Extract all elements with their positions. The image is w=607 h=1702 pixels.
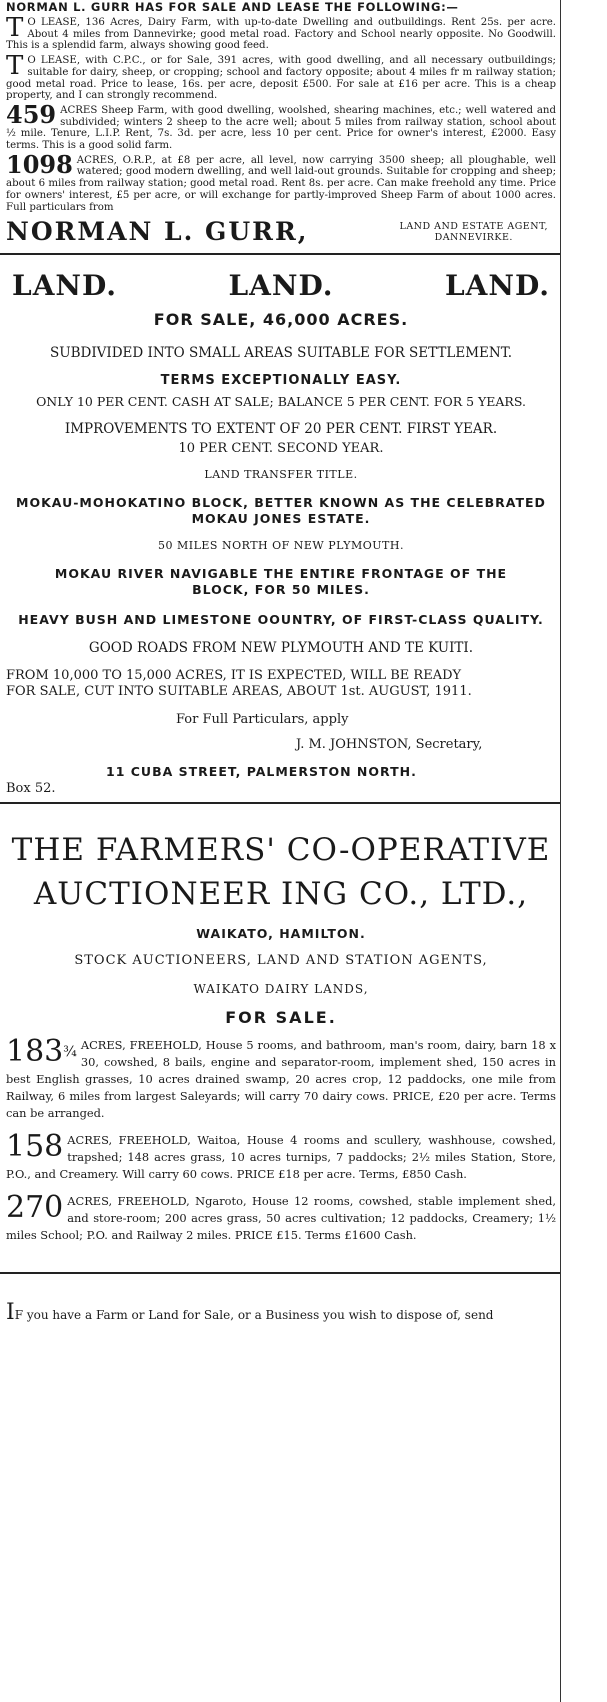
river-line: MOKAU RIVER NAVIGABLE THE ENTIRE FRONTAGE OF THE bbox=[54, 566, 508, 582]
divider bbox=[0, 1272, 560, 1274]
apply-line: For Full Particulars, apply bbox=[176, 712, 349, 728]
ready-line: FOR SALE, CUT INTO SUITABLE AREAS, ABOUT 1st. AUGUST, 1911. bbox=[6, 684, 472, 700]
ready-line: FROM 10,000 TO 15,000 ACRES, IT IS EXPECTED, WILL BE READY bbox=[6, 668, 462, 684]
drop-cap: T bbox=[6, 51, 24, 82]
listing-text: O LEASE, 136 Acres, Dairy Farm, with up-to-date Dwelling and outbuildings. Rent 25s. per acre. About 4 miles from Dannevirke; good metal road. Factory and School nearly opposite. No Goodwill. This is a splendid farm, always showing good feed. bbox=[6, 17, 556, 52]
listing-text: ACRES, FREEHOLD, House 5 rooms, and bathroom, man's room, dairy, barn 18 x 30, cowshed, 8 bails, engine and separator-room, implement shed, 150 acres in best English grasses, 10 acres drained swamp, 20 acres crop, 12 paddocks, one mile from Railway, 6 miles from largest Saleyards; will carry 70 dairy cows. PRICE, £20 per acre. Terms can be arranged. bbox=[6, 1038, 556, 1121]
subdivided-line: SUBDIVIDED INTO SMALL AREAS SUITABLE FOR SETTLEMENT. bbox=[49, 345, 513, 362]
listing-number: 1098 bbox=[6, 149, 73, 179]
roads-line: GOOD ROADS FROM NEW PLYMOUTH AND TE KUITI. bbox=[88, 640, 474, 657]
gurr-agent bbox=[400, 221, 548, 243]
box-line: Box 52. bbox=[6, 781, 56, 797]
gurr-listing bbox=[6, 149, 556, 214]
listing-fraction: ¾ bbox=[63, 1044, 77, 1061]
title-line: LAND TRANSFER TITLE. bbox=[204, 468, 358, 482]
listing-text: O LEASE, with C.P.C., or for Sale, 391 acres, with good dwelling, and all necessary outbuildings; suitable for dairy, sheep, or cropping; school and factory opposite; about 4 miles fr m railway station; good metal road. Price to lease, 16s. per acre, deposit £500. For sale at £16 per acre. This is a cheap property, and I can strongly recommend. bbox=[6, 55, 556, 102]
farm-listing bbox=[6, 1129, 556, 1183]
agent-line: LAND AND ESTATE AGENT, bbox=[399, 221, 548, 233]
river-line: BLOCK, FOR 50 MILES. bbox=[192, 582, 370, 598]
bush-line: HEAVY BUSH AND LIMESTONE OOUNTRY, OF FIRST-CLASS QUALITY. bbox=[18, 612, 544, 628]
improvements-line: 10 PER CENT. SECOND YEAR. bbox=[178, 441, 384, 457]
farmers-agents: STOCK AUCTIONEERS, LAND AND STATION AGENTS, bbox=[74, 953, 488, 969]
land-heading bbox=[12, 269, 550, 302]
listing-number bbox=[6, 1034, 81, 1070]
divider bbox=[0, 802, 560, 804]
listing-text: ACRES, O.R.P., at £8 per acre, all level, now carrying 3500 sheep; all ploughable, well watered; good modern dwelling, and well laid-out grounds. Suitable for cropping and sheep; about 6 miles from railway station; good metal road. Rent 8s. per acre. Can make freehold any time. Price for owners' interest, £5 per acre, or will exchange for partly-improved Sheep Farm of about 1000 acres. Full particulars from bbox=[6, 154, 556, 213]
farmers-title: AUCTIONEER ING CO., LTD., bbox=[33, 876, 529, 913]
listing-number: 158 bbox=[6, 1129, 64, 1165]
farm-listing bbox=[6, 1034, 556, 1122]
land-word: LAND. bbox=[444, 269, 550, 303]
farm-listing bbox=[6, 1190, 556, 1244]
gurr-listing bbox=[6, 51, 556, 102]
drop-cap: T bbox=[6, 13, 24, 43]
land-word: LAND. bbox=[12, 269, 118, 303]
farmers-title: THE FARMERS' CO-OPERATIVE bbox=[11, 832, 551, 869]
listing-text: ACRES, FREEHOLD, Waitoa, House 4 rooms and scullery, washhouse, cowshed, trapshed; 148 acres grass, 10 acres turnips, 7 paddocks; 2½ miles Station, Store, P.O., and Creamery. Will carry 60 cows. PRICE £18 per acre. Terms, £850 Cash. bbox=[6, 1133, 556, 1182]
listing-number: 459 bbox=[6, 99, 57, 129]
secretary-line: J. M. JOHNSTON, Secretary, bbox=[296, 737, 483, 753]
listing-text: ACRES, FREEHOLD, Ngaroto, House 12 rooms, cowshed, stable implement shed, and store-room; 200 acres grass, 50 acres cultivation; 12 paddocks, Creamery; 1½ miles School; P.O. and Railway 2 miles. PRICE £15. Terms £1600 Cash. bbox=[6, 1194, 556, 1243]
listing-number: 270 bbox=[6, 1190, 64, 1226]
drop-cap: I bbox=[6, 1300, 15, 1326]
block-line: MOKAU JONES ESTATE. bbox=[191, 511, 371, 527]
agent-line: DANNEVIRKE. bbox=[434, 232, 513, 244]
farmers-dairy: WAIKATO DAIRY LANDS, bbox=[193, 982, 369, 997]
land-word: LAND. bbox=[228, 269, 334, 303]
divider bbox=[0, 253, 560, 255]
gurr-listing bbox=[6, 13, 556, 52]
gurr-signature bbox=[6, 217, 556, 251]
farmers-place: WAIKATO, HAMILTON. bbox=[196, 926, 366, 942]
for-sale-heading: FOR SALE, 46,000 ACRES. bbox=[153, 310, 409, 330]
gurr-name: NORMAN L. GURR, bbox=[6, 217, 309, 247]
block-line: MOKAU-MOHOKATINO BLOCK, BETTER KNOWN AS THE CELEBRATED bbox=[16, 495, 546, 511]
cash-line: ONLY 10 PER CENT. CASH AT SALE; BALANCE 5 PER CENT. FOR 5 YEARS. bbox=[36, 394, 526, 410]
gurr-listing bbox=[6, 99, 556, 152]
gurr-headline: NORMAN L. GURR HAS FOR SALE AND LEASE THE FOLLOWING:— bbox=[6, 0, 459, 14]
location-line: 50 MILES NORTH OF NEW PLYMOUTH. bbox=[158, 539, 404, 553]
improvements-line: IMPROVEMENTS TO EXTENT OF 20 PER CENT. FIRST YEAR. bbox=[64, 421, 498, 438]
footer-text: F you have a Farm or Land for Sale, or a Business you wish to dispose of, send bbox=[14, 1308, 494, 1323]
listing-acres: 183 bbox=[6, 1034, 64, 1070]
terms-line: TERMS EXCEPTIONALLY EASY. bbox=[160, 373, 402, 389]
address-line: 11 CUBA STREET, PALMERSTON NORTH. bbox=[106, 764, 417, 780]
listing-text: ACRES Sheep Farm, with good dwelling, woolshed, shearing machines, etc.; well watered and subdivided; winters 2 sheep to the acre well; about 5 miles from railway station, school about ½ mile. Tenure, L.I.P. Rent, 7s. 3d. per acre, less 10 per cent. Price for owner's interest, £2000. Easy terms. This is a good solid farm. bbox=[6, 104, 556, 152]
farmers-for-sale: FOR SALE. bbox=[225, 1008, 337, 1028]
footer-line bbox=[6, 1300, 556, 1325]
